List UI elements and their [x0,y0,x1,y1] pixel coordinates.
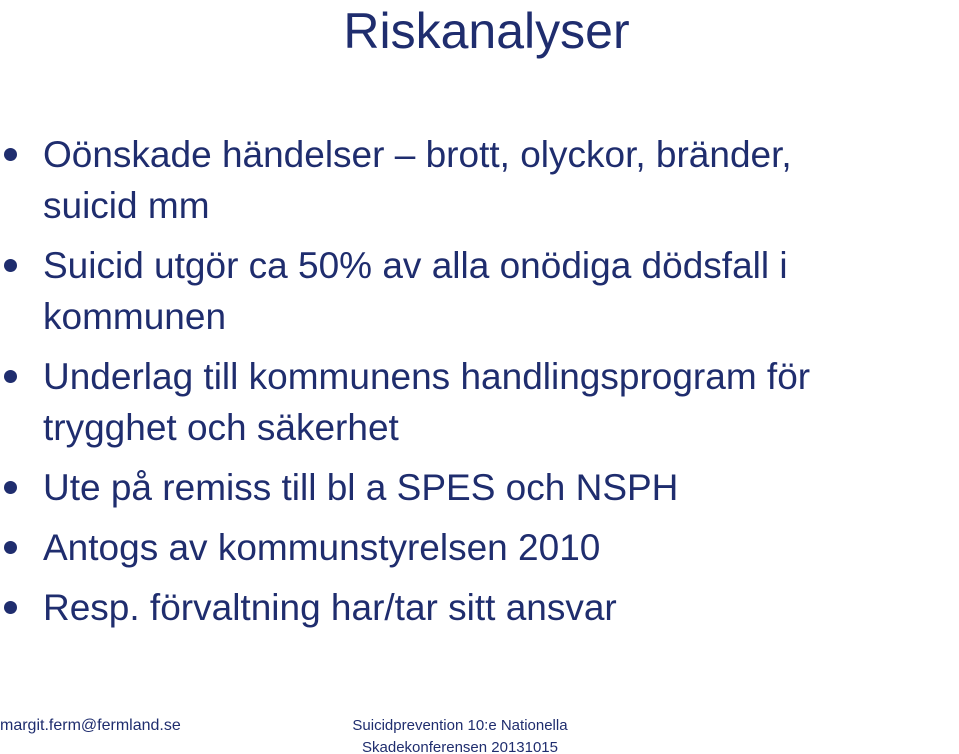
footer-email: margit.ferm@fermland.se [0,717,181,734]
bullet-text-line: Suicid utgör ca 50% av alla onödiga dödsfall i [43,245,788,286]
slide-title: Riskanalyser [343,3,630,59]
footer-event-line: Skadekonferensen 20131015 [362,739,558,754]
bullet-text-line: trygghet och säkerhet [43,407,399,448]
bullet-dot-icon [4,601,17,614]
bullet-text-line: Ute på remiss till bl a SPES och NSPH [43,467,679,508]
footer-event-line: Suicidprevention 10:e Nationella [352,717,568,734]
bullet-text-line: Antogs av kommunstyrelsen 2010 [43,527,601,568]
bullet-text-line: Underlag till kommunens handlingsprogram för [43,356,811,397]
bullet-list [0,129,959,642]
bullet-text-line: Oönskade händelser – brott, olyckor, bränder, [43,134,792,175]
bullet-item [0,240,959,342]
bullet-item [0,522,959,573]
bullet-item [0,462,959,513]
bullet-item [0,582,959,633]
bullet-dot-icon [4,481,17,494]
bullet-dot-icon [4,259,17,272]
bullet-text-line: Resp. förvaltning har/tar sitt ansvar [43,587,617,628]
footer-event [340,715,580,754]
bullet-text-line: suicid mm [43,185,210,226]
bullet-dot-icon [4,541,17,554]
bullet-text-line: kommunen [43,296,227,337]
bullet-dot-icon [4,370,17,383]
bullet-item [0,129,959,231]
bullet-item [0,351,959,453]
bullet-dot-icon [4,148,17,161]
